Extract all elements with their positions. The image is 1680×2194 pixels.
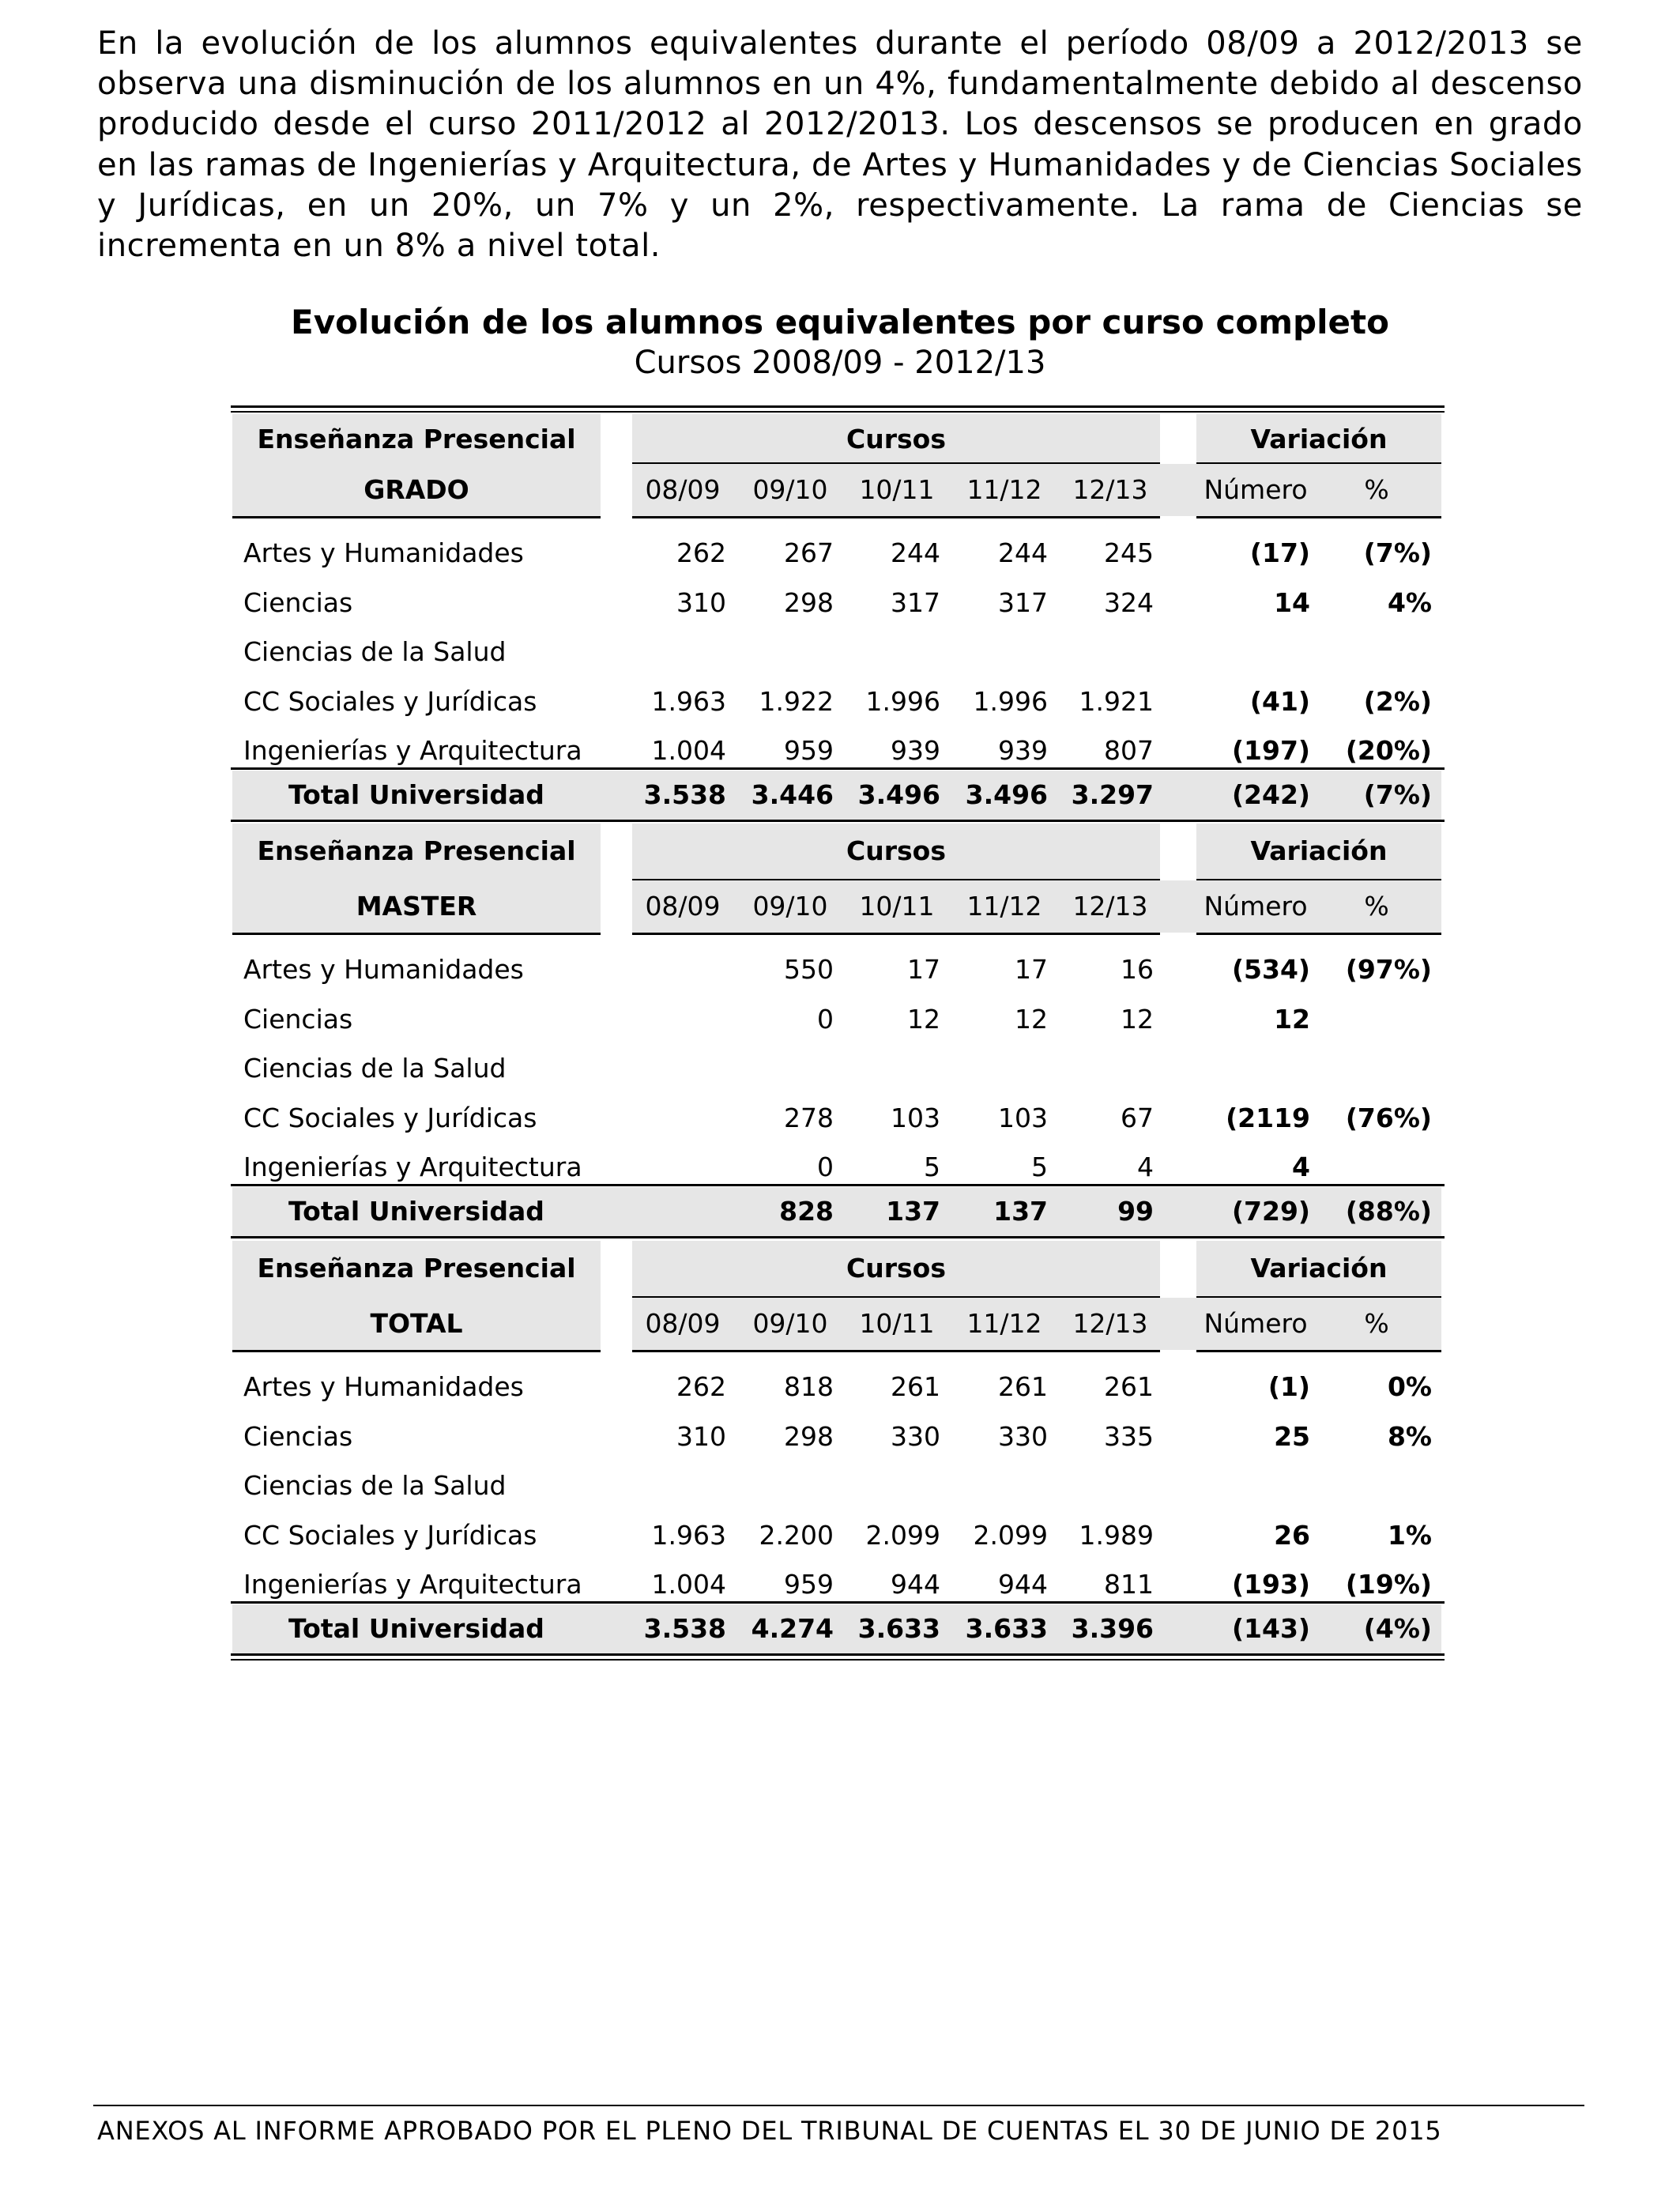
row-value: 1.996 (973, 685, 1048, 717)
row-variation-number: (2119 (1226, 1102, 1310, 1133)
row-value: 1.963 (651, 685, 726, 717)
row-variation-pct (1321, 1041, 1432, 1096)
row-value: 944 (998, 1569, 1048, 1600)
row-value (623, 942, 726, 997)
row-variation-number (1192, 1458, 1310, 1514)
total-row (231, 1184, 1445, 1239)
row-value (838, 624, 940, 680)
row-variation-number (1192, 1041, 1310, 1096)
total-value: 3.496 (965, 779, 1048, 810)
header-row-years (231, 1296, 1445, 1351)
row-value: 939 (998, 735, 1048, 766)
row-value: 262 (676, 1371, 726, 1402)
total-variation-number: (242) (1231, 779, 1310, 810)
table-row (231, 1041, 1445, 1096)
header-bottom-rule-right (632, 516, 1160, 518)
row-value (1051, 1041, 1154, 1096)
footer-divider (93, 2105, 1584, 2106)
row-value (838, 1458, 940, 1514)
year-header: 08/09 (645, 891, 721, 922)
row-value: 12 (907, 1003, 940, 1035)
total-value: 3.396 (1071, 1613, 1154, 1644)
row-value: 807 (1104, 735, 1154, 766)
year-header: 11/12 (966, 474, 1042, 505)
row-variation-number: 14 (1274, 586, 1310, 618)
row-value: 1.963 (651, 1519, 726, 1551)
row-value: 959 (784, 735, 834, 766)
year-header: 08/09 (645, 474, 721, 505)
row-label: Ciencias de la Salud (243, 636, 507, 667)
row-label: CC Sociales y Jurídicas (243, 685, 537, 717)
total-value: 99 (1117, 1196, 1154, 1227)
row-variation-pct: 8% (1387, 1420, 1432, 1452)
row-value: 261 (1104, 1371, 1154, 1402)
row-variation-pct: (97%) (1345, 954, 1432, 985)
row-value (1051, 624, 1154, 680)
header-row-top (231, 412, 1445, 467)
total-value: 828 (779, 1196, 834, 1227)
row-label: CC Sociales y Jurídicas (243, 1102, 537, 1133)
total-value: 3.538 (643, 779, 726, 810)
row-variation-pct: (20%) (1345, 735, 1432, 766)
row-variation-number (1192, 624, 1310, 680)
row-variation-number: 25 (1274, 1420, 1310, 1452)
row-value (945, 624, 1048, 680)
row-value (623, 1458, 726, 1514)
row-value (731, 1458, 834, 1514)
row-value (945, 1041, 1048, 1096)
header-row-years (231, 879, 1445, 934)
row-variation-number: 26 (1274, 1519, 1310, 1551)
row-value: 1.996 (865, 685, 940, 717)
header-ensenanza: Enseñanza Presencial (257, 424, 576, 454)
row-value (731, 1041, 834, 1096)
row-value (945, 1458, 1048, 1514)
year-header: 12/13 (1072, 474, 1148, 505)
header-row-top (231, 824, 1445, 879)
row-value: 67 (1121, 1102, 1154, 1133)
row-value: 298 (784, 1420, 834, 1452)
row-variation-pct: (7%) (1363, 537, 1432, 568)
header-pct: % (1364, 891, 1389, 922)
row-value: 16 (1121, 954, 1154, 985)
total-bottom-rule (231, 1236, 1445, 1238)
row-value: 2.200 (759, 1519, 834, 1551)
row-variation-pct: (19%) (1345, 1569, 1432, 1600)
header-bottom-rule-var (1196, 516, 1441, 518)
total-variation-number: (143) (1231, 1613, 1310, 1644)
total-value: 3.496 (857, 779, 940, 810)
row-value: 317 (891, 586, 940, 618)
table-row (231, 942, 1445, 997)
row-value: 261 (998, 1371, 1048, 1402)
header-numero: Número (1203, 891, 1308, 922)
year-header: 09/10 (752, 474, 828, 505)
row-value: 335 (1104, 1420, 1154, 1452)
header-variacion: Variación (1250, 835, 1388, 866)
header-row-top (231, 1241, 1445, 1296)
header-cursos: Cursos (846, 1253, 946, 1284)
header-numero: Número (1203, 474, 1308, 505)
row-label: Ciencias (243, 1003, 353, 1035)
header-ensenanza: Enseñanza Presencial (257, 1253, 576, 1284)
row-value: 103 (998, 1102, 1048, 1133)
total-value: 3.633 (965, 1613, 1048, 1644)
intro-paragraph: En la evolución de los alumnos equivalentes durante el período 08/09 a 2012/2013 se observa una disminución de los alumnos en un 4%, fundamentalmente debido al descenso producido desde el curso 2011/2012 al 2012/2013. Los descensos se producen en grado en las ramas de Ingenierías y Arquitectura, de Artes y Humanidades y de Ciencias Sociales y Jurídicas, en un 20%, un 7% y un 2%, respectivamente. La rama de Ciencias se incrementa en un 8% a nivel total. (97, 25, 1583, 265)
row-value: 244 (998, 537, 1048, 568)
row-value: 330 (998, 1420, 1048, 1452)
table-title: Evolución de los alumnos equivalentes por curso completo (291, 303, 1389, 341)
table-row (231, 674, 1445, 729)
row-value: 278 (784, 1102, 834, 1133)
row-variation-pct: 1% (1387, 1519, 1432, 1551)
row-value: 261 (891, 1371, 940, 1402)
total-value: 137 (886, 1196, 940, 1227)
table-row (231, 575, 1445, 631)
total-variation-number: (729) (1231, 1196, 1310, 1227)
row-label: CC Sociales y Jurídicas (243, 1519, 537, 1551)
total-value: 4.274 (751, 1613, 834, 1644)
row-value: 4 (1137, 1152, 1154, 1182)
header-bottom-rule-right (632, 1350, 1160, 1352)
header-ensenanza: Enseñanza Presencial (257, 835, 576, 866)
header-bottom-rule-right (632, 933, 1160, 935)
row-label: Ingenierías y Arquitectura (243, 735, 582, 766)
row-value: 2.099 (865, 1519, 940, 1551)
table-section-master (231, 822, 1445, 1239)
header-bottom-rule-var (1196, 933, 1441, 935)
row-value (1051, 1458, 1154, 1514)
header-cursos: Cursos (846, 835, 946, 866)
header-variacion: Variación (1250, 424, 1388, 454)
total-row (231, 1601, 1445, 1657)
row-variation-number: (534) (1231, 954, 1310, 985)
row-value: 1.921 (1079, 685, 1154, 717)
row-variation-number: 12 (1274, 1003, 1310, 1035)
row-variation-pct: (76%) (1345, 1102, 1432, 1133)
row-label: Ciencias de la Salud (243, 1053, 507, 1084)
row-variation-number: 4 (1292, 1152, 1310, 1182)
row-value: 330 (891, 1420, 940, 1452)
row-value: 298 (784, 586, 834, 618)
header-bottom-rule-var (1196, 1350, 1441, 1352)
row-value: 12 (1121, 1003, 1154, 1035)
row-variation-number: (17) (1249, 537, 1310, 568)
row-value (731, 624, 834, 680)
total-value: 3.297 (1071, 779, 1154, 810)
header-pct: % (1364, 1308, 1389, 1339)
row-value (623, 624, 726, 680)
row-label: Ciencias (243, 1420, 353, 1452)
row-variation-pct (1321, 624, 1432, 680)
row-label: Ciencias de la Salud (243, 1470, 507, 1501)
header-bottom-rule (232, 933, 601, 935)
total-label: Total Universidad (288, 779, 544, 810)
year-header: 12/13 (1072, 1308, 1148, 1339)
row-label: Artes y Humanidades (243, 537, 524, 568)
header-bottom-rule (232, 1350, 601, 1352)
table-bottom-rule-double (231, 1659, 1445, 1661)
section-name: MASTER (356, 891, 477, 922)
total-value: 3.633 (857, 1613, 940, 1644)
table-row (231, 526, 1445, 581)
row-variation-pct: 0% (1387, 1371, 1432, 1402)
row-variation-pct: 4% (1387, 586, 1432, 618)
row-variation-number: (41) (1249, 685, 1310, 717)
row-value: 0 (817, 1003, 834, 1035)
header-numero: Número (1203, 1308, 1308, 1339)
row-variation-pct (1321, 992, 1432, 1047)
row-value: 1.989 (1079, 1519, 1154, 1551)
table-subtitle: Cursos 2008/09 - 2012/13 (634, 345, 1046, 381)
row-value: 17 (1015, 954, 1048, 985)
table-row (231, 992, 1445, 1047)
table-row (231, 1508, 1445, 1563)
total-value (623, 1184, 726, 1239)
header-row-years (231, 462, 1445, 518)
row-value: 244 (891, 537, 940, 568)
total-label: Total Universidad (288, 1196, 544, 1227)
row-variation-number: (193) (1231, 1569, 1310, 1600)
row-variation-number: (1) (1268, 1371, 1310, 1402)
row-value: 959 (784, 1569, 834, 1600)
section-name: TOTAL (370, 1308, 463, 1339)
year-header: 10/11 (859, 891, 935, 922)
row-value (838, 1041, 940, 1096)
row-value: 2.099 (973, 1519, 1048, 1551)
row-value: 5 (924, 1152, 940, 1182)
row-value (623, 1041, 726, 1096)
header-pct: % (1364, 474, 1389, 505)
year-header: 09/10 (752, 891, 828, 922)
row-value: 317 (998, 586, 1048, 618)
table-row (231, 1359, 1445, 1415)
table-row (231, 1091, 1445, 1146)
year-header: 10/11 (859, 474, 935, 505)
row-value: 262 (676, 537, 726, 568)
section-name: GRADO (363, 474, 469, 505)
row-label: Artes y Humanidades (243, 954, 524, 985)
year-header: 10/11 (859, 1308, 935, 1339)
row-value: 12 (1015, 1003, 1048, 1035)
total-label: Total Universidad (288, 1613, 544, 1644)
table-top-rule (231, 405, 1445, 408)
row-value: 17 (907, 954, 940, 985)
row-value: 310 (676, 586, 726, 618)
table-section-grado (231, 405, 1445, 823)
total-variation-pct: (4%) (1363, 1613, 1432, 1644)
row-value: 103 (891, 1102, 940, 1133)
total-bottom-rule (231, 1653, 1445, 1656)
row-value: 324 (1104, 586, 1154, 618)
row-value: 1.004 (651, 735, 726, 766)
row-variation-pct: (2%) (1363, 685, 1432, 717)
total-value: 3.446 (751, 779, 834, 810)
row-label: Ciencias (243, 586, 353, 618)
row-value: 939 (891, 735, 940, 766)
year-header: 08/09 (645, 1308, 721, 1339)
header-variacion: Variación (1250, 1253, 1388, 1284)
row-value: 267 (784, 537, 834, 568)
row-value: 310 (676, 1420, 726, 1452)
table-section-total (231, 1239, 1445, 1662)
row-value: 245 (1104, 537, 1154, 568)
year-header: 11/12 (966, 891, 1042, 922)
row-label: Ingenierías y Arquitectura (243, 1569, 582, 1600)
row-value: 811 (1104, 1569, 1154, 1600)
table-row (231, 624, 1445, 680)
year-header: 09/10 (752, 1308, 828, 1339)
total-variation-pct: (7%) (1363, 779, 1432, 810)
row-value: 944 (891, 1569, 940, 1600)
total-row (231, 767, 1445, 823)
row-variation-number: (197) (1231, 735, 1310, 766)
total-value: 3.538 (643, 1613, 726, 1644)
row-value: 1.922 (759, 685, 834, 717)
header-bottom-rule (232, 516, 601, 518)
row-value: 5 (1031, 1152, 1048, 1182)
row-variation-pct (1321, 1458, 1432, 1514)
year-header: 12/13 (1072, 891, 1148, 922)
row-value: 550 (784, 954, 834, 985)
header-cursos: Cursos (846, 424, 946, 454)
row-value: 1.004 (651, 1569, 726, 1600)
table-row (231, 1458, 1445, 1514)
row-value (623, 1091, 726, 1146)
row-value: 818 (784, 1371, 834, 1402)
page-footer: ANEXOS AL INFORME APROBADO POR EL PLENO DEL TRIBUNAL DE CUENTAS EL 30 DE JUNIO DE 2015 (97, 2116, 1442, 2146)
total-value: 137 (993, 1196, 1048, 1227)
row-label: Ingenierías y Arquitectura (243, 1152, 582, 1182)
table-row (231, 1409, 1445, 1465)
total-variation-pct: (88%) (1345, 1196, 1432, 1227)
row-value: 0 (817, 1152, 834, 1182)
row-value (623, 992, 726, 1047)
row-label: Artes y Humanidades (243, 1371, 524, 1402)
year-header: 11/12 (966, 1308, 1042, 1339)
